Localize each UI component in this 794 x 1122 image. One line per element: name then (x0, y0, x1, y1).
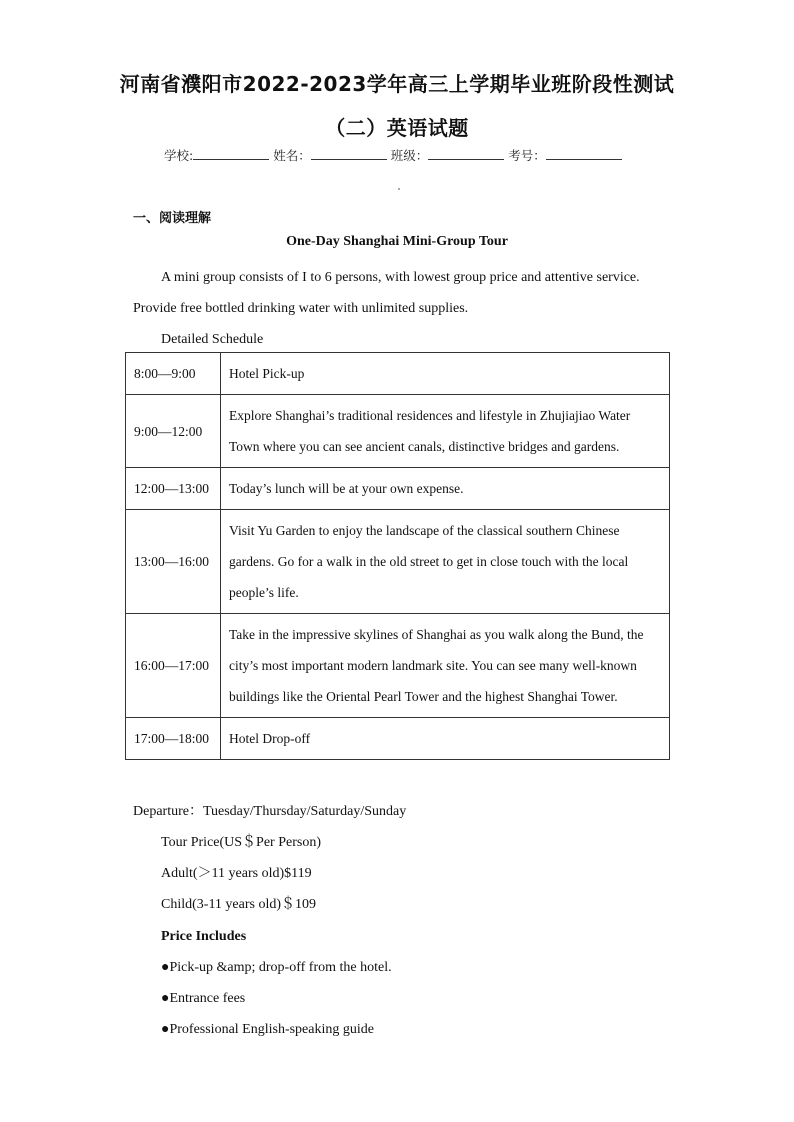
table-row (126, 353, 670, 395)
activity-cell: Take in the impressive skylines of Shanghai as you walk along the Bund, the city’s most important modern landmark site. You can see many well-known buildings like the Oriental Pearl Tower and the highest Shanghai Tower. (221, 614, 670, 718)
time-cell: 13:00—16:00 (126, 510, 221, 614)
activity-cell: Explore Shanghai’s traditional residences and lifestyle in Zhujiajiao Water Town where you can see ancient canals, distinctive bridges and gardens. (221, 395, 670, 468)
includes-item: ●Professional English-speaking guide (161, 1022, 374, 1037)
table-row (126, 614, 670, 718)
activity-cell: Hotel Drop-off (221, 718, 670, 760)
departure-line: Departure：Tuesday/Thursday/Saturday/Sunday (133, 804, 407, 819)
time-cell: 17:00—18:00 (126, 718, 221, 760)
table-row (126, 395, 670, 468)
time-cell: 9:00—12:00 (126, 395, 221, 468)
schedule-label: Detailed Schedule (161, 332, 264, 347)
school-blank (193, 146, 269, 160)
time-cell: 16:00—17:00 (126, 614, 221, 718)
class-blank (428, 146, 504, 160)
name-blank (311, 146, 387, 160)
activity-cell: Today’s lunch will be at your own expense. (221, 468, 670, 510)
child-price: Child(3-11 years old)＄109 (161, 897, 317, 912)
number-label: 考号： (508, 148, 546, 163)
class-label: 班级： (390, 148, 429, 163)
includes-heading: Price Includes (161, 929, 247, 944)
school-label: 学校: (164, 148, 194, 163)
activity-cell: Visit Yu Garden to enjoy the landscape of the classical southern Chinese gardens. Go for a walk in the old street to get in close touch with the local people’s life. (221, 510, 670, 614)
page-subtitle: （二）英语试题 (325, 116, 469, 140)
intro-line-1: A mini group consists of I to 6 persons, with lowest group price and attentive service. (161, 270, 640, 285)
number-blank (546, 146, 622, 160)
includes-item: ●Pick-up &amp; drop-off from the hotel. (161, 960, 392, 975)
stray-dot (398, 188, 400, 190)
section-heading: 一、阅读理解 (133, 211, 212, 226)
activity-cell: Hotel Pick-up (221, 353, 670, 395)
schedule-table (125, 352, 670, 760)
table-row (126, 718, 670, 760)
page-title: 河南省濮阳市2022-2023学年高三上学期毕业班阶段性测试 (119, 72, 675, 96)
table-row (126, 468, 670, 510)
name-label: 姓名： (273, 148, 311, 163)
passage-title: One-Day Shanghai Mini-Group Tour (286, 234, 508, 249)
adult-price: Adult(＞11 years old)$119 (161, 866, 312, 881)
time-cell: 8:00—9:00 (126, 353, 221, 395)
time-cell: 12:00—13:00 (126, 468, 221, 510)
table-row (126, 510, 670, 614)
student-info-line (164, 146, 626, 164)
includes-item: ●Entrance fees (161, 991, 246, 1006)
price-header: Tour Price(US＄Per Person) (161, 835, 321, 850)
intro-line-2: Provide free bottled drinking water with unlimited supplies. (133, 301, 469, 316)
